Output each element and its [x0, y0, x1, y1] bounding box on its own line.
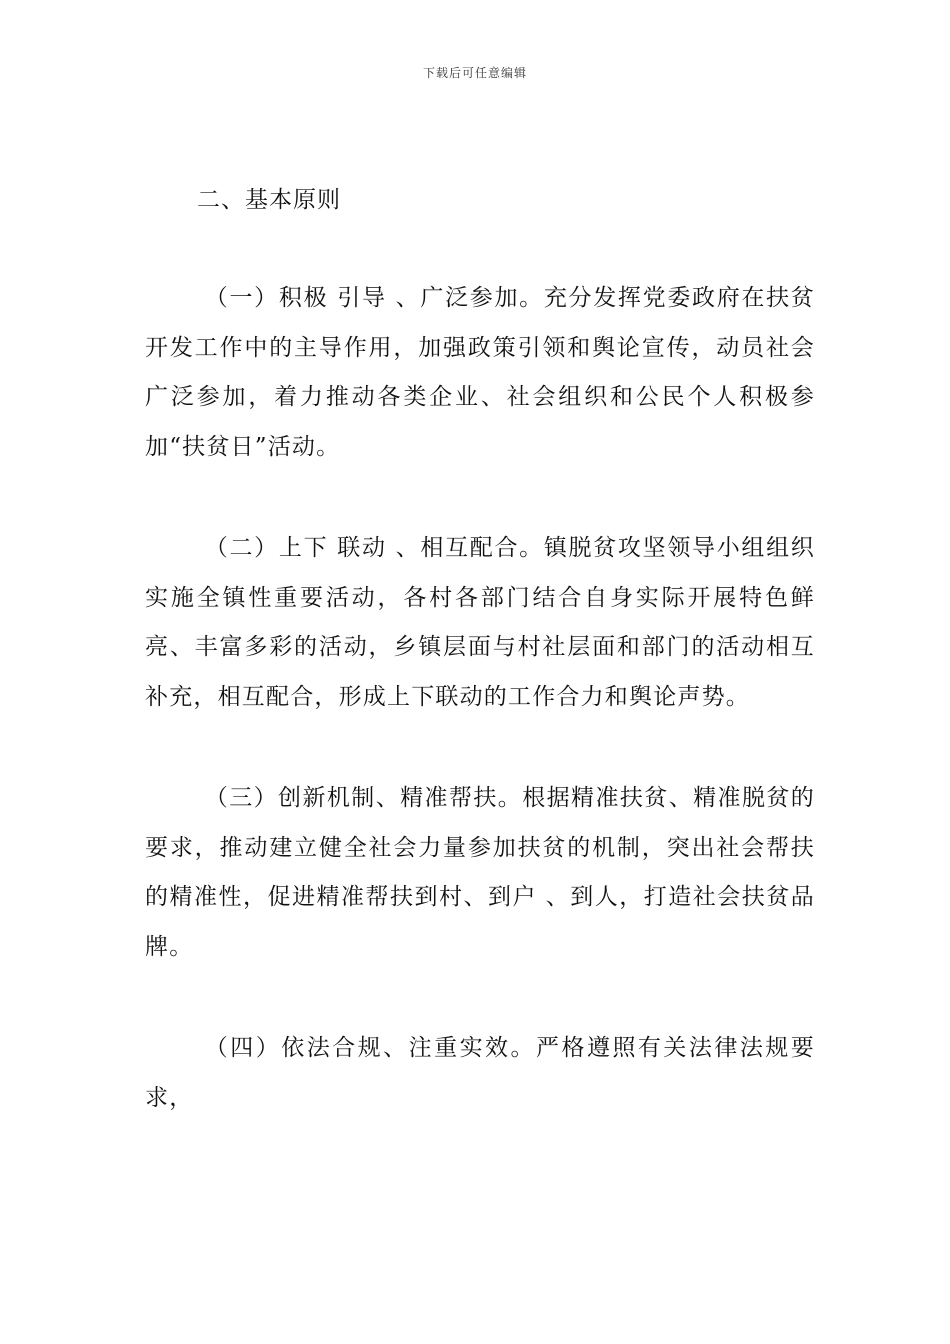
paragraph-principle-4: （四）依法合规、注重实效。严格遵照有关法律法规要求，	[145, 1035, 815, 1111]
paragraph-principle-3: （三）创新机制、精准帮扶。根据精准扶贫、精准脱贫的要求，推动建立健全社会力量参加扶贫的机制，突出社会帮扶的精准性，促进精准帮扶到村、到户 、到人，打造社会扶贫品牌。	[145, 785, 815, 960]
document-body	[145, 178, 815, 1123]
paragraph-principle-2: （二）上下 联动 、相互配合。镇脱贫攻坚领导小组组织实施全镇性重要活动，各村各部门结合自身实际开展特色鲜亮、丰富多彩的活动，乡镇层面与村社层面和部门的活动相互补充，相互配合，形成上下联动的工作合力和舆论声势。	[145, 535, 815, 710]
paragraph-principle-1: （一）积极 引导 、广泛参加。充分发挥党委政府在扶贫开发工作中的主导作用，加强政策引领和舆论宣传，动员社会广泛参加，着力推动各类企业、社会组织和公民个人积极参加“扶贫日”活动。	[145, 285, 815, 460]
section-title: 二、基本原则	[197, 187, 341, 213]
page-header-note: 下载后可任意编辑	[422, 66, 527, 80]
